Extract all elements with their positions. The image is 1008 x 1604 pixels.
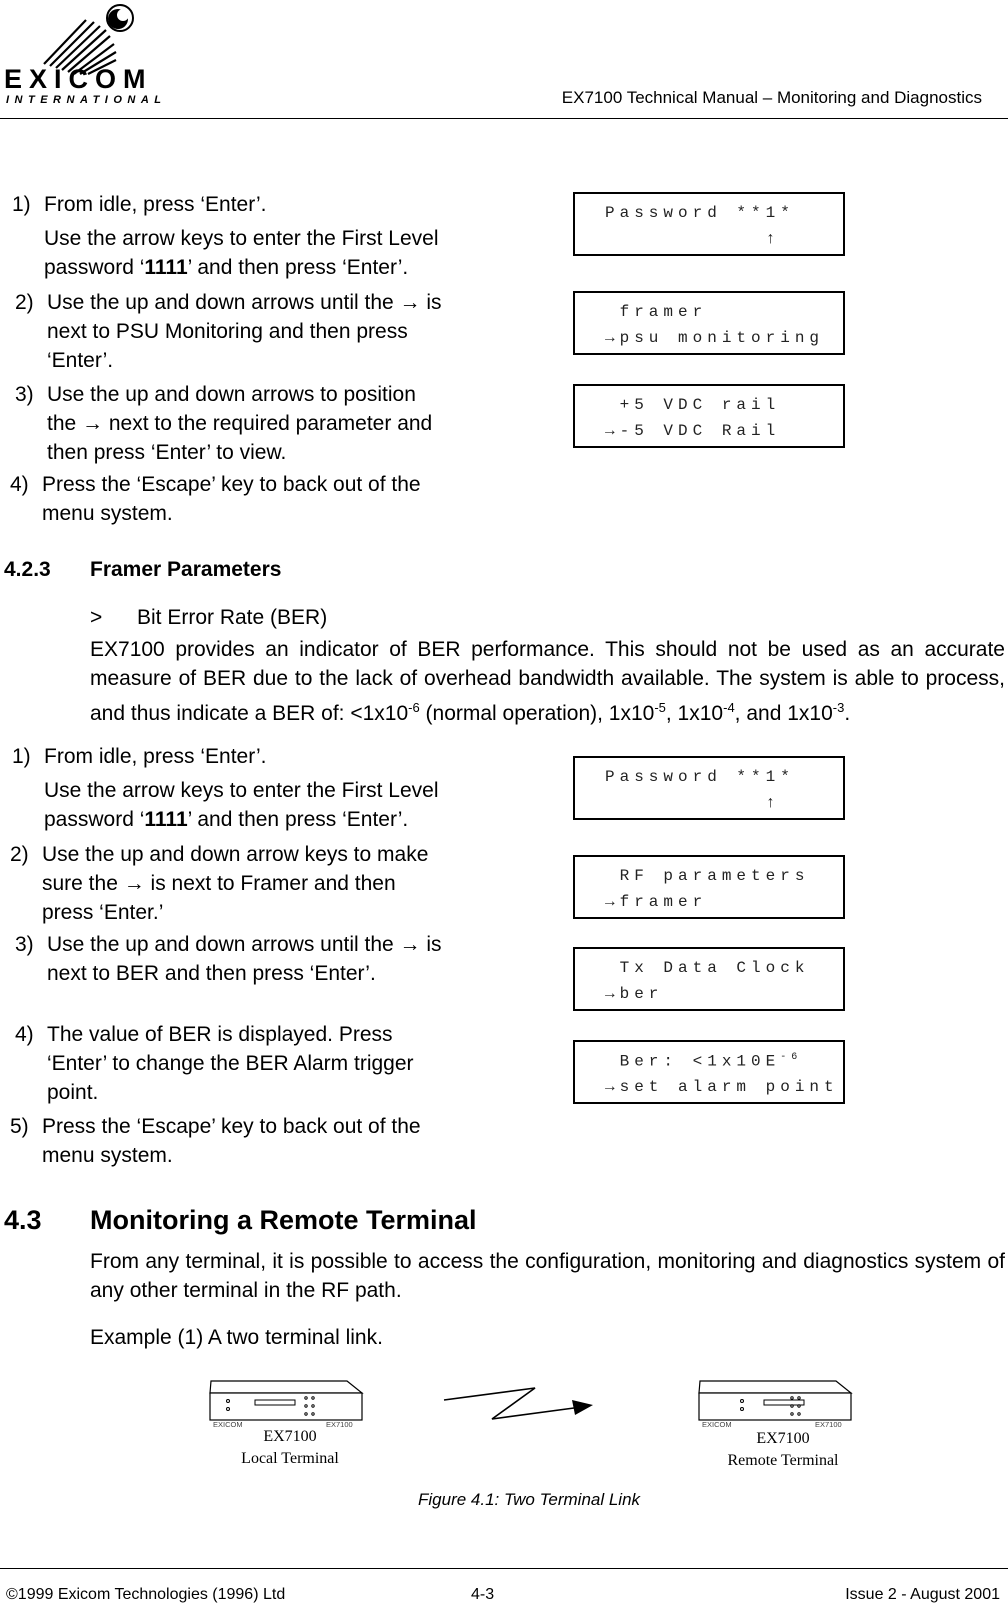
footer-rule xyxy=(0,1568,1008,1569)
lcd-line: +5 VDC rail xyxy=(605,396,781,414)
logo-subtitle: INTERNATIONAL xyxy=(6,94,167,106)
ber-lcd-display xyxy=(573,1040,845,1104)
example-text: Example (1) A two terminal link. xyxy=(90,1326,383,1349)
step-line: sure the → is next to Framer and then xyxy=(42,872,396,895)
remote-device-brand: EXICOM xyxy=(702,1420,732,1429)
step-text xyxy=(44,224,439,282)
step-line: password ‘1111’ and then press ‘Enter’. xyxy=(44,256,409,279)
lcd-line: framer xyxy=(605,303,708,321)
header-rule xyxy=(0,118,1008,119)
section-number-remote: 4.3 xyxy=(4,1205,42,1235)
lcd-line: →ber xyxy=(605,985,664,1003)
step-line: menu system. xyxy=(42,502,173,525)
local-terminal-device xyxy=(210,1381,362,1420)
lcd-line: Ber: $<1x10E^{-6}$ xyxy=(605,1052,803,1071)
remote-paragraph: From any terminal, it is possible to access the configuration, monitoring and diagnostics system of any other terminal in the RF path. xyxy=(90,1250,1005,1302)
step-line: next to BER and then press ‘Enter’. xyxy=(47,962,376,985)
lcd-line: Password **1* xyxy=(605,204,795,222)
figure-caption: Figure 4.1: Two Terminal Link xyxy=(418,1490,641,1509)
step-number: 4) xyxy=(15,1023,34,1046)
step-text xyxy=(44,190,267,219)
remote-terminal-model: EX7100 xyxy=(756,1430,810,1447)
local-terminal-role: Local Terminal xyxy=(241,1450,339,1467)
local-terminal-model: EX7100 xyxy=(263,1428,317,1445)
step-line: Use the up and down arrow keys to make xyxy=(42,843,429,866)
step-text xyxy=(44,776,439,834)
step-line: menu system. xyxy=(42,1144,173,1167)
step-line: Press the ‘Escape’ key to back out of the xyxy=(42,1115,421,1138)
step-line: Use the up and down arrows to position xyxy=(47,383,416,406)
step-text xyxy=(42,840,428,927)
footer-page-number: 4-3 xyxy=(471,1586,495,1603)
step-number: 4) xyxy=(10,473,29,496)
step-line: From idle, press ‘Enter’. xyxy=(44,745,267,768)
section-title-remote: Monitoring a Remote Terminal xyxy=(90,1205,477,1235)
step-line: From idle, press ‘Enter’. xyxy=(44,193,267,216)
step-text xyxy=(44,742,267,771)
lcd-line: Tx Data Clock xyxy=(605,959,810,977)
header-title: EX7100 Technical Manual – Monitoring and Diagnostics xyxy=(561,88,982,107)
step-line: Use the arrow keys to enter the First Level xyxy=(44,779,439,802)
step-text xyxy=(47,930,442,988)
psu-lcd-display xyxy=(573,291,845,355)
lcd-line: →psu monitoring xyxy=(605,329,825,347)
remote-terminal-label xyxy=(715,1428,851,1472)
step-line: the → next to the required parameter and xyxy=(47,412,433,435)
step-line: Use the up and down arrows until the → is xyxy=(47,291,442,314)
step-text xyxy=(42,470,421,528)
step-number: 3) xyxy=(15,383,34,406)
ber-lcd-display xyxy=(573,855,845,919)
step-text xyxy=(47,380,432,467)
rf-link-arrow-icon xyxy=(444,1388,593,1419)
footer-copyright: ©1999 Exicom Technologies (1996) Ltd xyxy=(6,1586,286,1603)
step-text xyxy=(42,1112,421,1170)
step-number: 3) xyxy=(15,933,34,956)
step-line: Press the ‘Escape’ key to back out of the xyxy=(42,473,421,496)
psu-lcd-display xyxy=(573,384,845,448)
company-logo xyxy=(4,2,174,110)
lcd-line: RF parameters xyxy=(605,867,810,885)
step-line: then press ‘Enter’ to view. xyxy=(47,441,287,464)
step-number: 1) xyxy=(12,745,31,768)
lcd-line: ↑ xyxy=(605,794,781,812)
step-line: point. xyxy=(47,1081,99,1104)
step-number: 1) xyxy=(12,193,31,216)
step-line: Use the up and down arrows until the → is xyxy=(47,933,442,956)
step-number: 2) xyxy=(15,291,34,314)
ber-lcd-display xyxy=(573,756,845,820)
local-terminal-label xyxy=(228,1426,352,1470)
remote-terminal-role: Remote Terminal xyxy=(727,1452,839,1469)
local-device-brand: EXICOM xyxy=(213,1420,243,1429)
step-number: 5) xyxy=(10,1115,29,1138)
lcd-line: →set alarm point xyxy=(605,1078,839,1096)
lcd-line: Password **1* xyxy=(605,768,795,786)
step-text xyxy=(47,1020,414,1107)
remote-device-model: EX7100 xyxy=(815,1420,842,1429)
step-line: Use the arrow keys to enter the First Level xyxy=(44,227,439,250)
step-number: 2) xyxy=(10,843,29,866)
remote-terminal-device xyxy=(699,1381,851,1420)
step-line: next to PSU Monitoring and then press xyxy=(47,320,408,343)
framer-paragraph-text: EX7100 provides an indicator of BER performance. This should not be used as an accurate measure of BER due to the lack of overhead bandwidth available. The system is able to process, and thus indicate a BER of: $<1x10^{-6}$ (normal operation), $1x10^{-5}$, $1x10^{-4}$, and $1x10^{-3}$. xyxy=(90,638,1005,725)
step-line: press ‘Enter.’ xyxy=(42,901,164,924)
local-device-model: EX7100 xyxy=(326,1420,353,1429)
step-line: The value of BER is displayed. Press xyxy=(47,1023,393,1046)
step-line: ‘Enter’. xyxy=(47,349,114,372)
ber-lcd-display xyxy=(573,947,845,1011)
section-number-framer: 4.2.3 xyxy=(4,558,51,581)
section-title-framer: Framer Parameters xyxy=(90,558,282,581)
psu-lcd-display xyxy=(573,192,845,256)
step-line: password ‘1111’ and then press ‘Enter’. xyxy=(44,808,409,831)
figure-two-terminal-link xyxy=(0,1380,1008,1520)
framer-paragraph xyxy=(90,635,1005,728)
bullet-mark: > xyxy=(90,606,103,629)
lcd-line: →-5 VDC Rail xyxy=(605,422,781,440)
step-line: ‘Enter’ to change the BER Alarm trigger xyxy=(47,1052,414,1075)
lcd-line: →framer xyxy=(605,893,708,911)
bullet-ber: Bit Error Rate (BER) xyxy=(137,606,328,629)
lcd-line: ↑ xyxy=(605,230,781,248)
logo-wordmark: EXICOM xyxy=(4,64,153,94)
step-text xyxy=(47,288,442,375)
figure-diagram xyxy=(0,1380,1008,1460)
footer-issue: Issue 2 - August 2001 xyxy=(845,1586,1000,1603)
